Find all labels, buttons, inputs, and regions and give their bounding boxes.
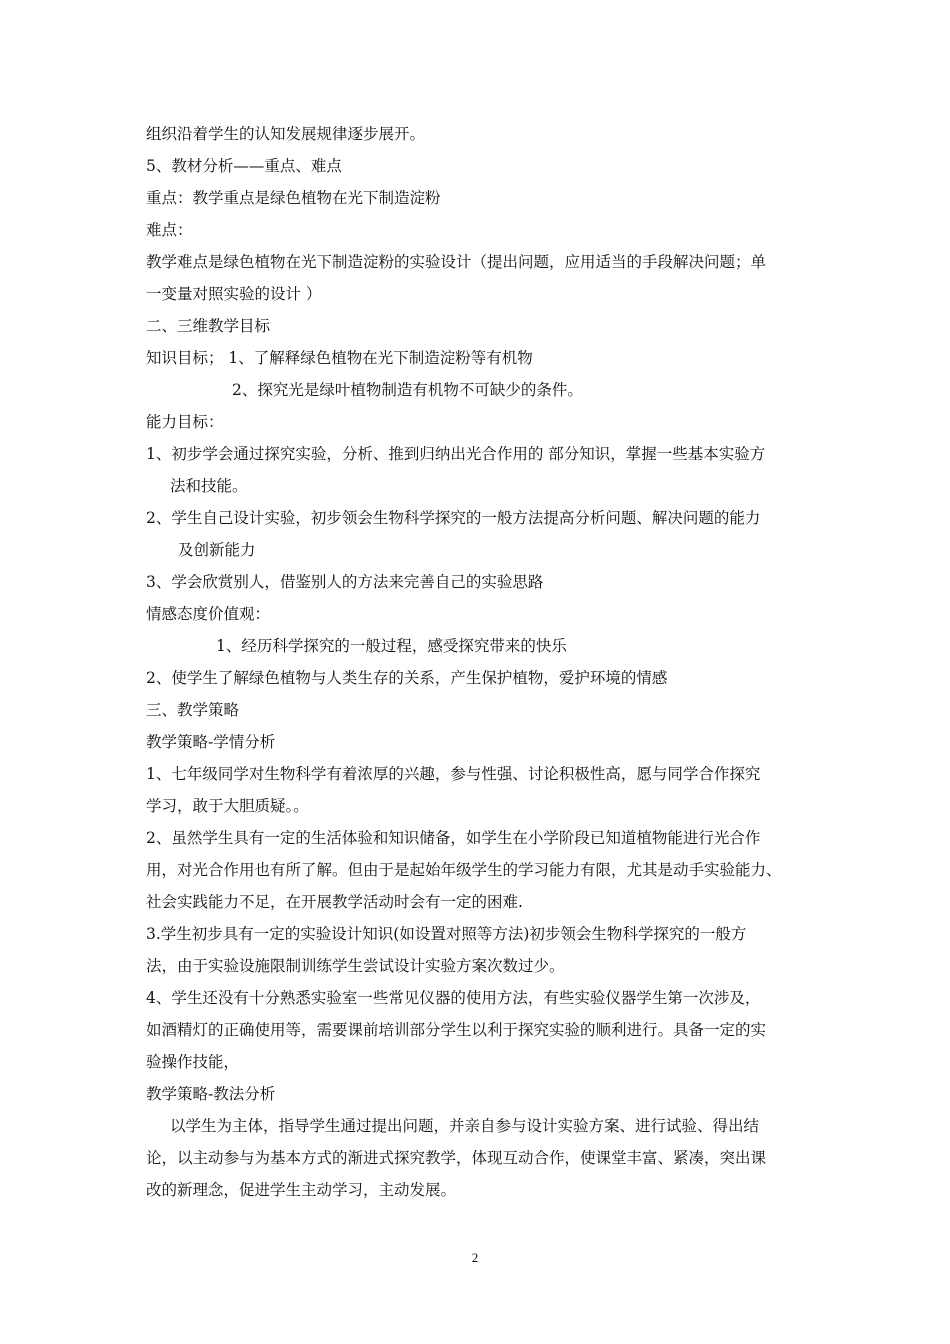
text-line: 教学难点是绿色植物在光下制造淀粉的实验设计（提出问题，应用适当的手段解决问题；单 [146,253,767,271]
text-line: 教学策略-教法分析 [146,1085,276,1103]
text-line: 2、使学生了解绿色植物与人类生存的关系，产生保护植物，爱护环境的情感 [146,669,668,687]
text-line: 能力目标： [146,413,224,431]
text-line: 1、初步学会通过探究实验，分析、推到归纳出光合作用的 部分知识，掌握一些基本实验方 [146,445,766,463]
text-line: 学习，敢于大胆质疑。。 [146,797,309,815]
text-line: 重点：教学重点是绿色植物在光下制造淀粉 [146,189,441,207]
section-heading: 二、三维教学目标 [146,317,271,335]
text-line: 及创新能力 [178,541,256,559]
text-line: 用，对光合作用也有所了解。但由于是起始年级学生的学习能力有限，尤其是动手实验能力、 [146,861,782,879]
text-line: 改的新理念，促进学生主动学习，主动发展。 [146,1181,457,1199]
text-line: 3.学生初步具有一定的实验设计知识(如设置对照等方法)初步领会生物科学探究的一般方 [146,925,747,943]
text-line: 2、虽然学生具有一定的生活体验和知识储备，如学生在小学阶段已知道植物能进行光合作 [146,829,761,847]
text-line: 法和技能。 [170,477,248,495]
page-number: 2 [471,1250,479,1265]
text-line: 教学策略-学情分析 [146,733,276,751]
text-line: 一变量对照实验的设计 ） [146,285,322,303]
text-line: 难点： [146,221,193,239]
text-line: 以学生为主体，指导学生通过提出问题，并亲自参与设计实验方案、进行试验、得出结 [170,1117,760,1135]
text-line: 2、探究光是绿叶植物制造有机物不可缺少的条件。 [232,381,583,399]
text-line: 验操作技能， [146,1053,240,1071]
text-line: 2、学生自己设计实验，初步领会生物科学探究的一般方法提高分析问题、解决问题的能力 [146,509,761,527]
text-line: 如酒精灯的正确使用等，需要课前培训部分学生以利于探究实验的顺利进行。具备一定的实 [146,1021,767,1039]
text-line: 法，由于实验设施限制训练学生尝试设计实验方案次数过少。 [146,957,565,975]
text-line: 知识目标； 1、了解释绿色植物在光下制造淀粉等有机物 [146,349,533,367]
text-line: 4、学生还没有十分熟悉实验室一些常见仪器的使用方法，有些实验仪器学生第一次涉及， [146,989,761,1007]
text-line: 论，以主动参与为基本方式的渐进式探究教学，体现互动合作，使课堂丰富、紧凑，突出课 [146,1149,767,1167]
text-line: 1、经历科学探究的一般过程，感受探究带来的快乐 [216,637,567,655]
text-line: 社会实践能力不足，在开展教学活动时会有一定的困难. [146,893,523,911]
text-line: 3、学会欣赏别人，借鉴别人的方法来完善自己的实验思路 [146,573,544,591]
text-line: 情感态度价值观： [146,605,271,623]
section-heading: 5、教材分析——重点、难点 [146,157,342,175]
text-line: 1、七年级同学对生物科学有着浓厚的兴趣，参与性强、讨论积极性高，愿与同学合作探究 [146,765,761,783]
section-heading: 三、教学策略 [146,701,240,719]
text-line: 组织沿着学生的认知发展规律逐步展开。 [146,125,426,143]
